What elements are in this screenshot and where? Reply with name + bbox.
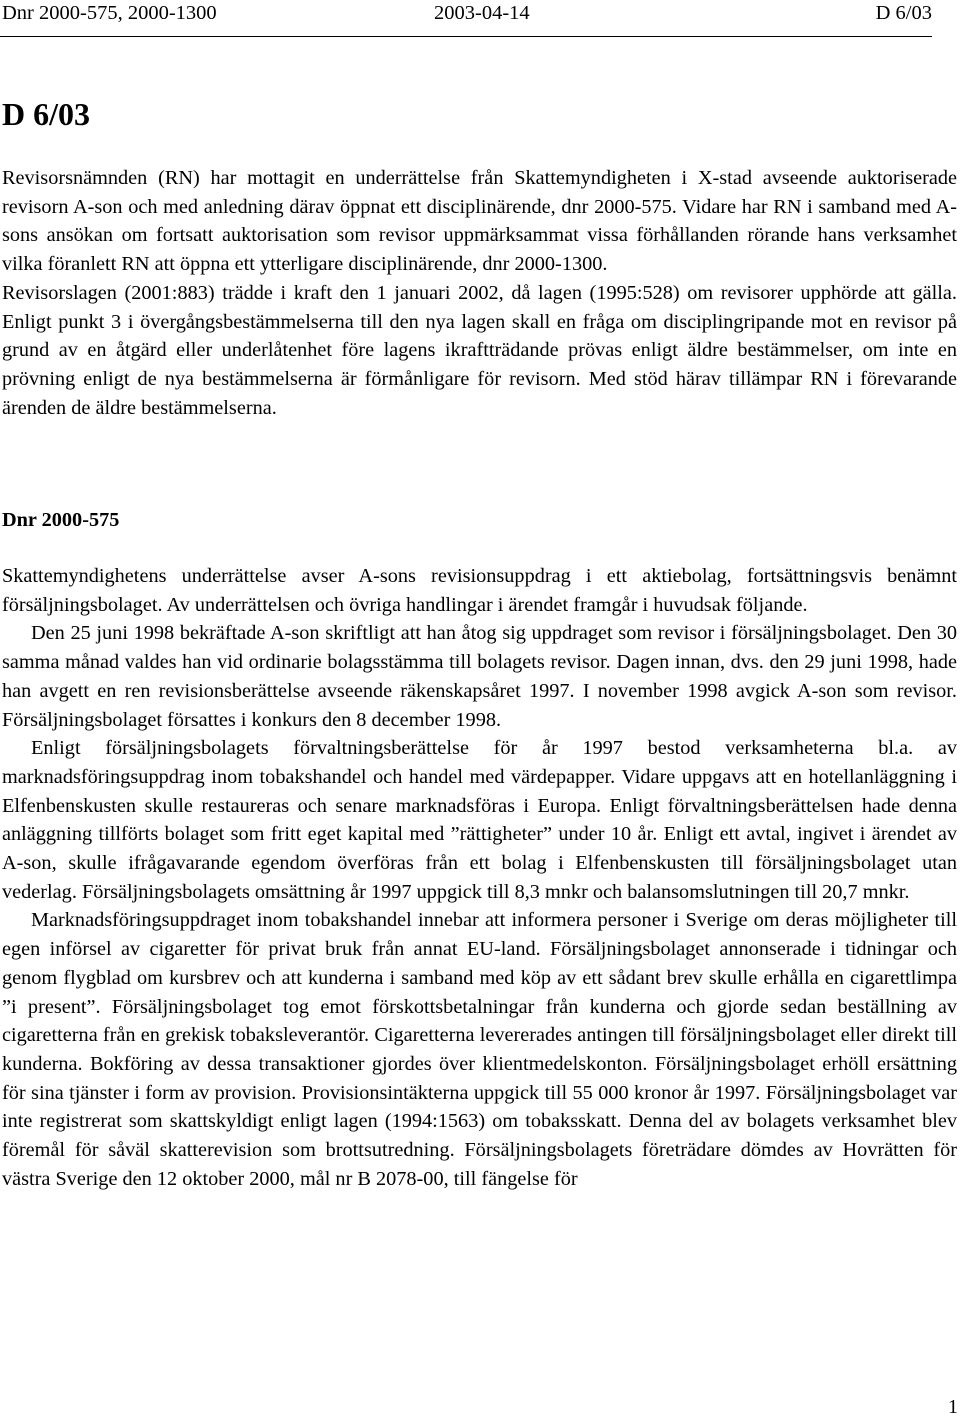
case-paragraph-3: Enligt försäljningsbolagets förvaltningsberättelse för år 1997 bestod verksamheterna bl.a. av marknadsföringsuppdrag inom tobakshandel och handel med värdepapper. Vidare uppgavs att en hotellanläggning i Elfenbenskusten skulle restaureras och senare marknadsföras i Europa. Enligt förvaltningsberättelsen hade denna anläggning tillförts bolaget som fritt eget kapital med ”rättigheter” under 10 år. Enligt ett avtal, ingivet i ärendet av A-son, skulle ifrågavarande egendom överföras från ett bolag i Elfenbenskusten till försäljningsbolaget utan vederlag. Försäljningsbolagets omsättning år 1997 uppgick till 8,3 mnkr och balansomslutningen till 20,7 mnkr. bbox=[2, 737, 957, 903]
case-paragraph-4: Marknadsföringsuppdraget inom tobakshandel innebar att informera personer i Sverige om deras möjligheter till egen införsel av cigaretter för privat bruk från annat EU-land. Försäljningsbolaget annonserade i tidningar och genom flygblad om kursbrev och att kunderna i samband med köp av ett sådant brev skulle erhålla en cigarettlimpa ”i present”. Försäljningsbolaget tog emot förskottsbetalningar från kunderna och gjorde sedan beställning av cigaretterna från en grekisk tobaksleverantör. Cigaretterna levererades antingen till försäljningsbolaget eller direkt till kunderna. Bokföring av dessa transaktioner gjordes över klientmedelskonton. Försäljningsbolaget erhöll ersättning för sina tjänster i form av provision. Provisionsintäkterna uppgick till 55 000 kronor år 1997. Försäljningsbolaget var inte registrerat som skattskyldigt enligt lagen (1994:1563) om tobaksskatt. Denna del av bolagets verksamhet blev föremål för såväl skatterevision som brottsutredning. Försäljningsbolagets företrädare dömdes av Hovrätten för västra Sverige den 12 oktober 2000, mål nr B 2078-00, till fängelse för bbox=[2, 909, 957, 1190]
page-title: D 6/03 bbox=[2, 96, 90, 132]
header-case-numbers: Dnr 2000-575, 2000-1300 bbox=[2, 2, 217, 24]
intro-paragraph-1: Revisorsnämnden (RN) har mottagit en underrättelse från Skattemyndigheten i X-stad avseende auktoriserade revisorn A-son och med anledning därav öppnat ett disciplinärende, dnr 2000-575. Vidare har RN i samband med A-sons ansökan om fortsatt auktorisation som revisor uppmärksammat vissa förhållanden rörande hans verksamhet vilka föranlett RN att öppna ett ytterligare disciplinärende, dnr 2000-1300. bbox=[2, 167, 957, 276]
page-number: 1 bbox=[948, 1396, 958, 1418]
section-heading: Dnr 2000-575 bbox=[2, 509, 120, 531]
header-decision-number: D 6/03 bbox=[875, 2, 932, 24]
header-divider bbox=[0, 36, 932, 37]
case-paragraph-1: Skattemyndighetens underrättelse avser A-sons revisionsuppdrag i ett aktiebolag, fortsättningsvis benämnt försäljningsbolaget. Av underrättelsen och övriga handlingar i ärendet framgår i huvudsak följande. bbox=[2, 565, 957, 616]
case-section bbox=[2, 562, 957, 1193]
running-header bbox=[0, 0, 932, 30]
intro-section bbox=[2, 164, 957, 422]
header-date: 2003-04-14 bbox=[434, 2, 530, 24]
intro-paragraph-2: Revisorslagen (2001:883) trädde i kraft den 1 januari 2002, då lagen (1995:528) om revisorer upphörde att gälla. Enligt punkt 3 i övergångsbestämmelserna till den nya lagen skall en fråga om disciplingripande mot en revisor på grund av en åtgärd eller underlåtenhet före lagens ikraftträdande prövas enligt äldre bestämmelser, om inte en prövning enligt de nya bestämmelserna är förmånligare för revisorn. Med stöd härav tillämpar RN i förevarande ärenden de äldre bestämmelserna. bbox=[2, 281, 957, 419]
case-paragraph-2: Den 25 juni 1998 bekräftade A-son skriftligt att han åtog sig uppdraget som revisor i försäljningsbolaget. Den 30 samma månad valdes han vid ordinarie bolagsstämma till bolagets revisor. Dagen innan, dvs. den 29 juni 1998, hade han avgett en ren revisionsberättelse avseende räkenskapsåret 1997. I november 1998 avgick A-son som revisor. Försäljningsbolaget försattes i konkurs den 8 december 1998. bbox=[2, 622, 957, 731]
